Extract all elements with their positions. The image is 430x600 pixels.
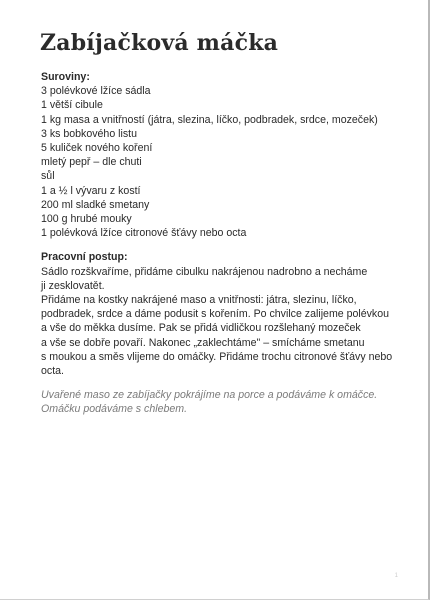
method-line: a vše do měkka dusíme. Pak se přidá vidličkou rozšlehaný mozeček [41, 322, 361, 335]
serving-line: Uvařené maso ze zabíjačky pokrájíme na porce a podáváme k omáčce. [41, 389, 378, 402]
ingredient-item: sůl [41, 170, 55, 183]
serving-note [41, 388, 391, 416]
ingredients-heading: Suroviny: [41, 71, 90, 83]
ingredient-item: mletý pepř – dle chuti [41, 156, 142, 169]
method-line: podbradek, srdce a dáme podusit s kořením. Po chvilce zalijeme polévkou [41, 308, 390, 321]
recipe-content [41, 70, 391, 417]
ingredient-item: 100 g hrubé mouky [41, 213, 132, 226]
section-spacer [41, 378, 391, 388]
ingredients-list [41, 84, 391, 240]
ingredient-item: 1 polévková lžíce citronové šťávy nebo octa [41, 227, 247, 240]
page-number: 1 [394, 573, 398, 579]
ingredient-item: 1 větší cibule [41, 99, 103, 112]
ingredient-item: 3 polévkové lžíce sádla [41, 85, 151, 98]
recipe-title: Zabíjačková máčka [40, 30, 279, 56]
section-spacer [41, 240, 391, 250]
ingredient-item: 200 ml sladké smetany [41, 198, 150, 211]
method-line: s moukou a směs vlijeme do omáčky. Přidáme trochu citronové šťávy nebo [41, 350, 393, 363]
method-heading: Pracovní postup: [41, 251, 128, 264]
method-line: Sádlo rozškvaříme, přidáme cibulku nakrájenou nadrobno a necháme [41, 265, 368, 278]
ingredient-item: 1 kg masa a vnitřností (játra, slezina, líčko, podbradek, srdce, mozeček) [41, 113, 378, 126]
method-line: Přidáme na kostky nakrájené maso a vnitřnosti: játra, slezinu, líčko, [41, 294, 357, 307]
method-text [41, 265, 391, 379]
method-line: ji zesklovatět. [41, 279, 105, 292]
serving-line: Omáčku podáváme s chlebem. [41, 403, 188, 416]
ingredient-item: 1 a ½ l vývaru z kostí [41, 184, 141, 197]
ingredient-item: 3 ks bobkového listu [41, 127, 137, 140]
method-line: a vše se dobře povaří. Nakonec „zaklechtáme" – smícháme smetanu [41, 336, 365, 349]
method-line: octa. [41, 365, 64, 378]
ingredient-item: 5 kuliček nového koření [41, 142, 153, 155]
